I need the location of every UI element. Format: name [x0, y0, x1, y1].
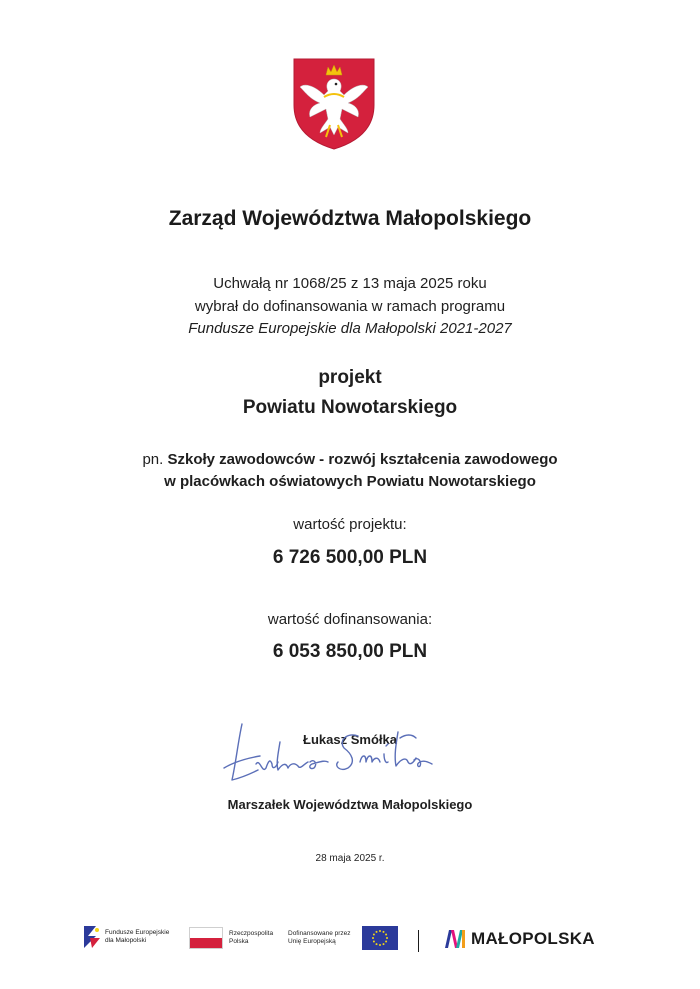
malopolska-logo-group: [443, 928, 595, 950]
fe-logo-text: [105, 929, 175, 945]
malopolska-eagle-crest-icon: [290, 55, 378, 151]
authority-heading: Zarząd Województwa Małopolskiego: [168, 207, 532, 230]
selection-line: wybrał do dofinansowania w ramach programu: [194, 298, 506, 315]
polish-flag-icon: [189, 927, 223, 949]
cofinancing-value: 6 053 850,00 PLN: [272, 641, 428, 662]
fe-line1: Fundusze Europejskie: [105, 929, 170, 936]
project-title-part1: Szkoły zawodowców - rozwój kształcenia zawodowego: [167, 451, 558, 468]
malopolska-m-logo-icon: [443, 928, 467, 950]
eu-flag-icon: [362, 926, 398, 950]
project-name-prefix: pn.: [142, 451, 164, 468]
issue-date: 28 maja 2025 r.: [315, 853, 385, 864]
rp-logo-group: [189, 927, 289, 949]
beneficiary-name: Powiatu Nowotarskiego: [242, 397, 458, 418]
eu-logo-text: [288, 930, 358, 946]
program-name: Fundusze Europejskie dla Małopolski 2021-2027: [188, 320, 512, 337]
handwritten-signature: [210, 718, 450, 798]
rp-line1: Rzeczpospolita: [229, 930, 274, 937]
fe-logo-group: [82, 924, 175, 950]
signer-name: Łukasz Smółka: [303, 732, 397, 747]
project-title-part2: w placówkach oświatowych Powiatu Nowotarskiego: [164, 473, 536, 490]
fundusze-europejskie-logo-icon: [82, 924, 102, 950]
eu-line1: Dofinansowane przez: [288, 930, 351, 937]
signer-title: Marszałek Województwa Małopolskiego: [227, 797, 473, 812]
cofinancing-label: wartość dofinansowania:: [267, 611, 433, 628]
project-value: 6 726 500,00 PLN: [272, 547, 428, 568]
logo-separator: [418, 930, 419, 952]
project-name-line1: [0, 451, 700, 468]
rp-logo-text: [229, 930, 289, 946]
fe-line2: dla Małopolski: [105, 937, 147, 944]
project-label: projekt: [318, 367, 382, 388]
resolution-line: Uchwałą nr 1068/25 z 13 maja 2025 roku: [213, 275, 487, 292]
funding-logos-bar: [82, 922, 622, 962]
project-value-label: wartość projektu:: [293, 516, 407, 533]
eu-logo-group: [288, 926, 398, 950]
malopolska-brand-text: MAŁOPOLSKA: [471, 929, 595, 948]
rp-line2: Polska: [229, 938, 249, 945]
eu-line2: Unię Europejską: [288, 938, 336, 945]
